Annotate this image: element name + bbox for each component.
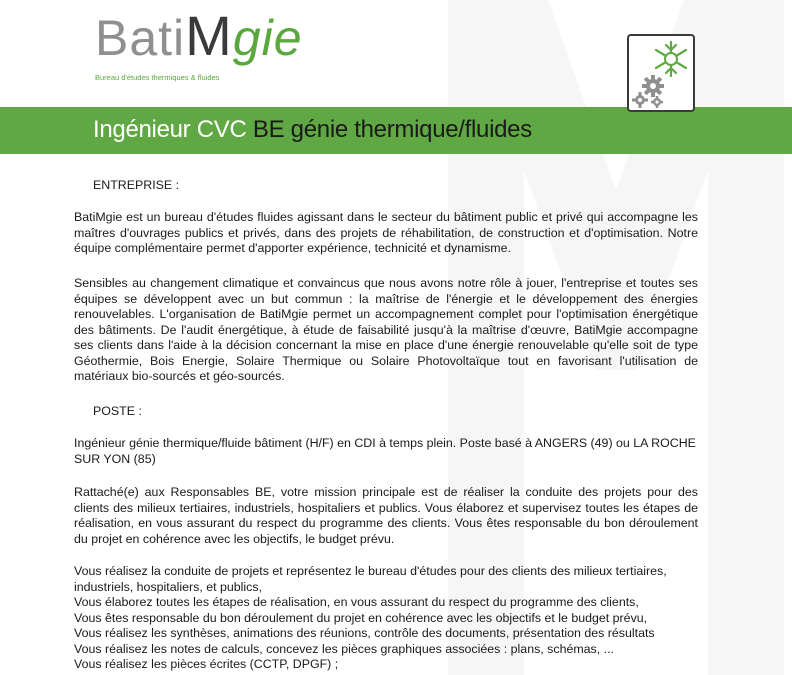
entreprise-heading: ENTREPRISE : [93, 178, 180, 192]
logo-bati: Bati [95, 10, 186, 66]
list-item: Vous êtes responsable du bon déroulement du projet en cohérence avec les objectifs et le budget prévu, [74, 610, 648, 625]
title-banner [0, 107, 792, 154]
entreprise-paragraph-1: BatiMgie est un bureau d'études fluides agissant dans le secteur du bâtiment public et privé qui accompagne les maîtres d'ouvrages publics et privés, dans des projets de réhabilitation, de construction et d'optimisation. Notre équipe complémentaire permet d'apporter expérience, technicité et dynamisme. [74, 210, 698, 255]
snowflake-sun-gears-icon [627, 34, 695, 112]
list-item: Vous réalisez les notes de calculs, concevez les pièces graphiques associées : plans, schémas, ... [74, 641, 614, 656]
poste-paragraph-1: Rattaché(e) aux Responsables BE, votre mission principale est de réaliser la conduite des projets pour des clients des milieux tertiaires, industriels, hospitaliers et publics. Vous élaborez et supervisez toutes les étapes de réalisation, en vous assurant du respect du programme des clients. Vous êtes responsable du bon déroulement du projet en cohérence avec les objectifs, le budget prévu. [74, 485, 698, 546]
logo-subtitle: Bureau d'études thermiques & fluides [95, 73, 220, 82]
poste-title: Ingénieur génie thermique/fluide bâtiment (H/F) en CDI à temps plein. Poste basé à ANGERS (49) ou LA ROCHE SUR YON (85) [74, 436, 696, 466]
entreprise-paragraph-2: Sensibles au changement climatique et convaincus que nous avons notre rôle à jouer, l'entreprise et toutes ses équipes se développent avec un but commun : la maîtrise de l'énergie et le développement des énergies renouvelables. L'organisation de BatiMgie permet un accompagnement complet pour l'optimisation énergétique des bâtiments. De l'audit énergétique, à étude de faisabilité jusqu'à la maîtrise d'œuvre, BatiMgie accompagne ses clients dans l'aide à la décision concernant la mise en place d'une énergie renouvelable qu'elle soit de type Géothermie, Bois Energie, Solaire Thermique ou Solaire Photovoltaïque tout en favorisant l'utilisation de matériaux bio-sourcés et géo-sourcés. [74, 276, 698, 383]
poste-heading: POSTE : [93, 404, 142, 418]
missions-list [74, 564, 714, 673]
list-item: Vous élaborez toutes les étapes de réalisation, en vous assurant du respect du programme des clients, [74, 595, 639, 609]
logo-m: M [185, 4, 233, 67]
batimgie-logo [95, 6, 335, 86]
list-item: industriels, hospitaliers, et publics, [74, 579, 263, 594]
list-item: Vous réalisez les pièces écrites (CCTP, DPGF) ; [74, 657, 339, 671]
list-item: Vous réalisez la conduite de projets et représentez le bureau d'études pour des clients des milieux tertiaires, [74, 564, 667, 578]
list-item: Vous réalisez les synthèses, animations des réunions, contrôle des documents, présentation des résultats [74, 626, 655, 640]
job-title: Ingénieur CVC BE génie thermique/fluides [93, 116, 532, 143]
logo-gie: gie [232, 10, 303, 66]
